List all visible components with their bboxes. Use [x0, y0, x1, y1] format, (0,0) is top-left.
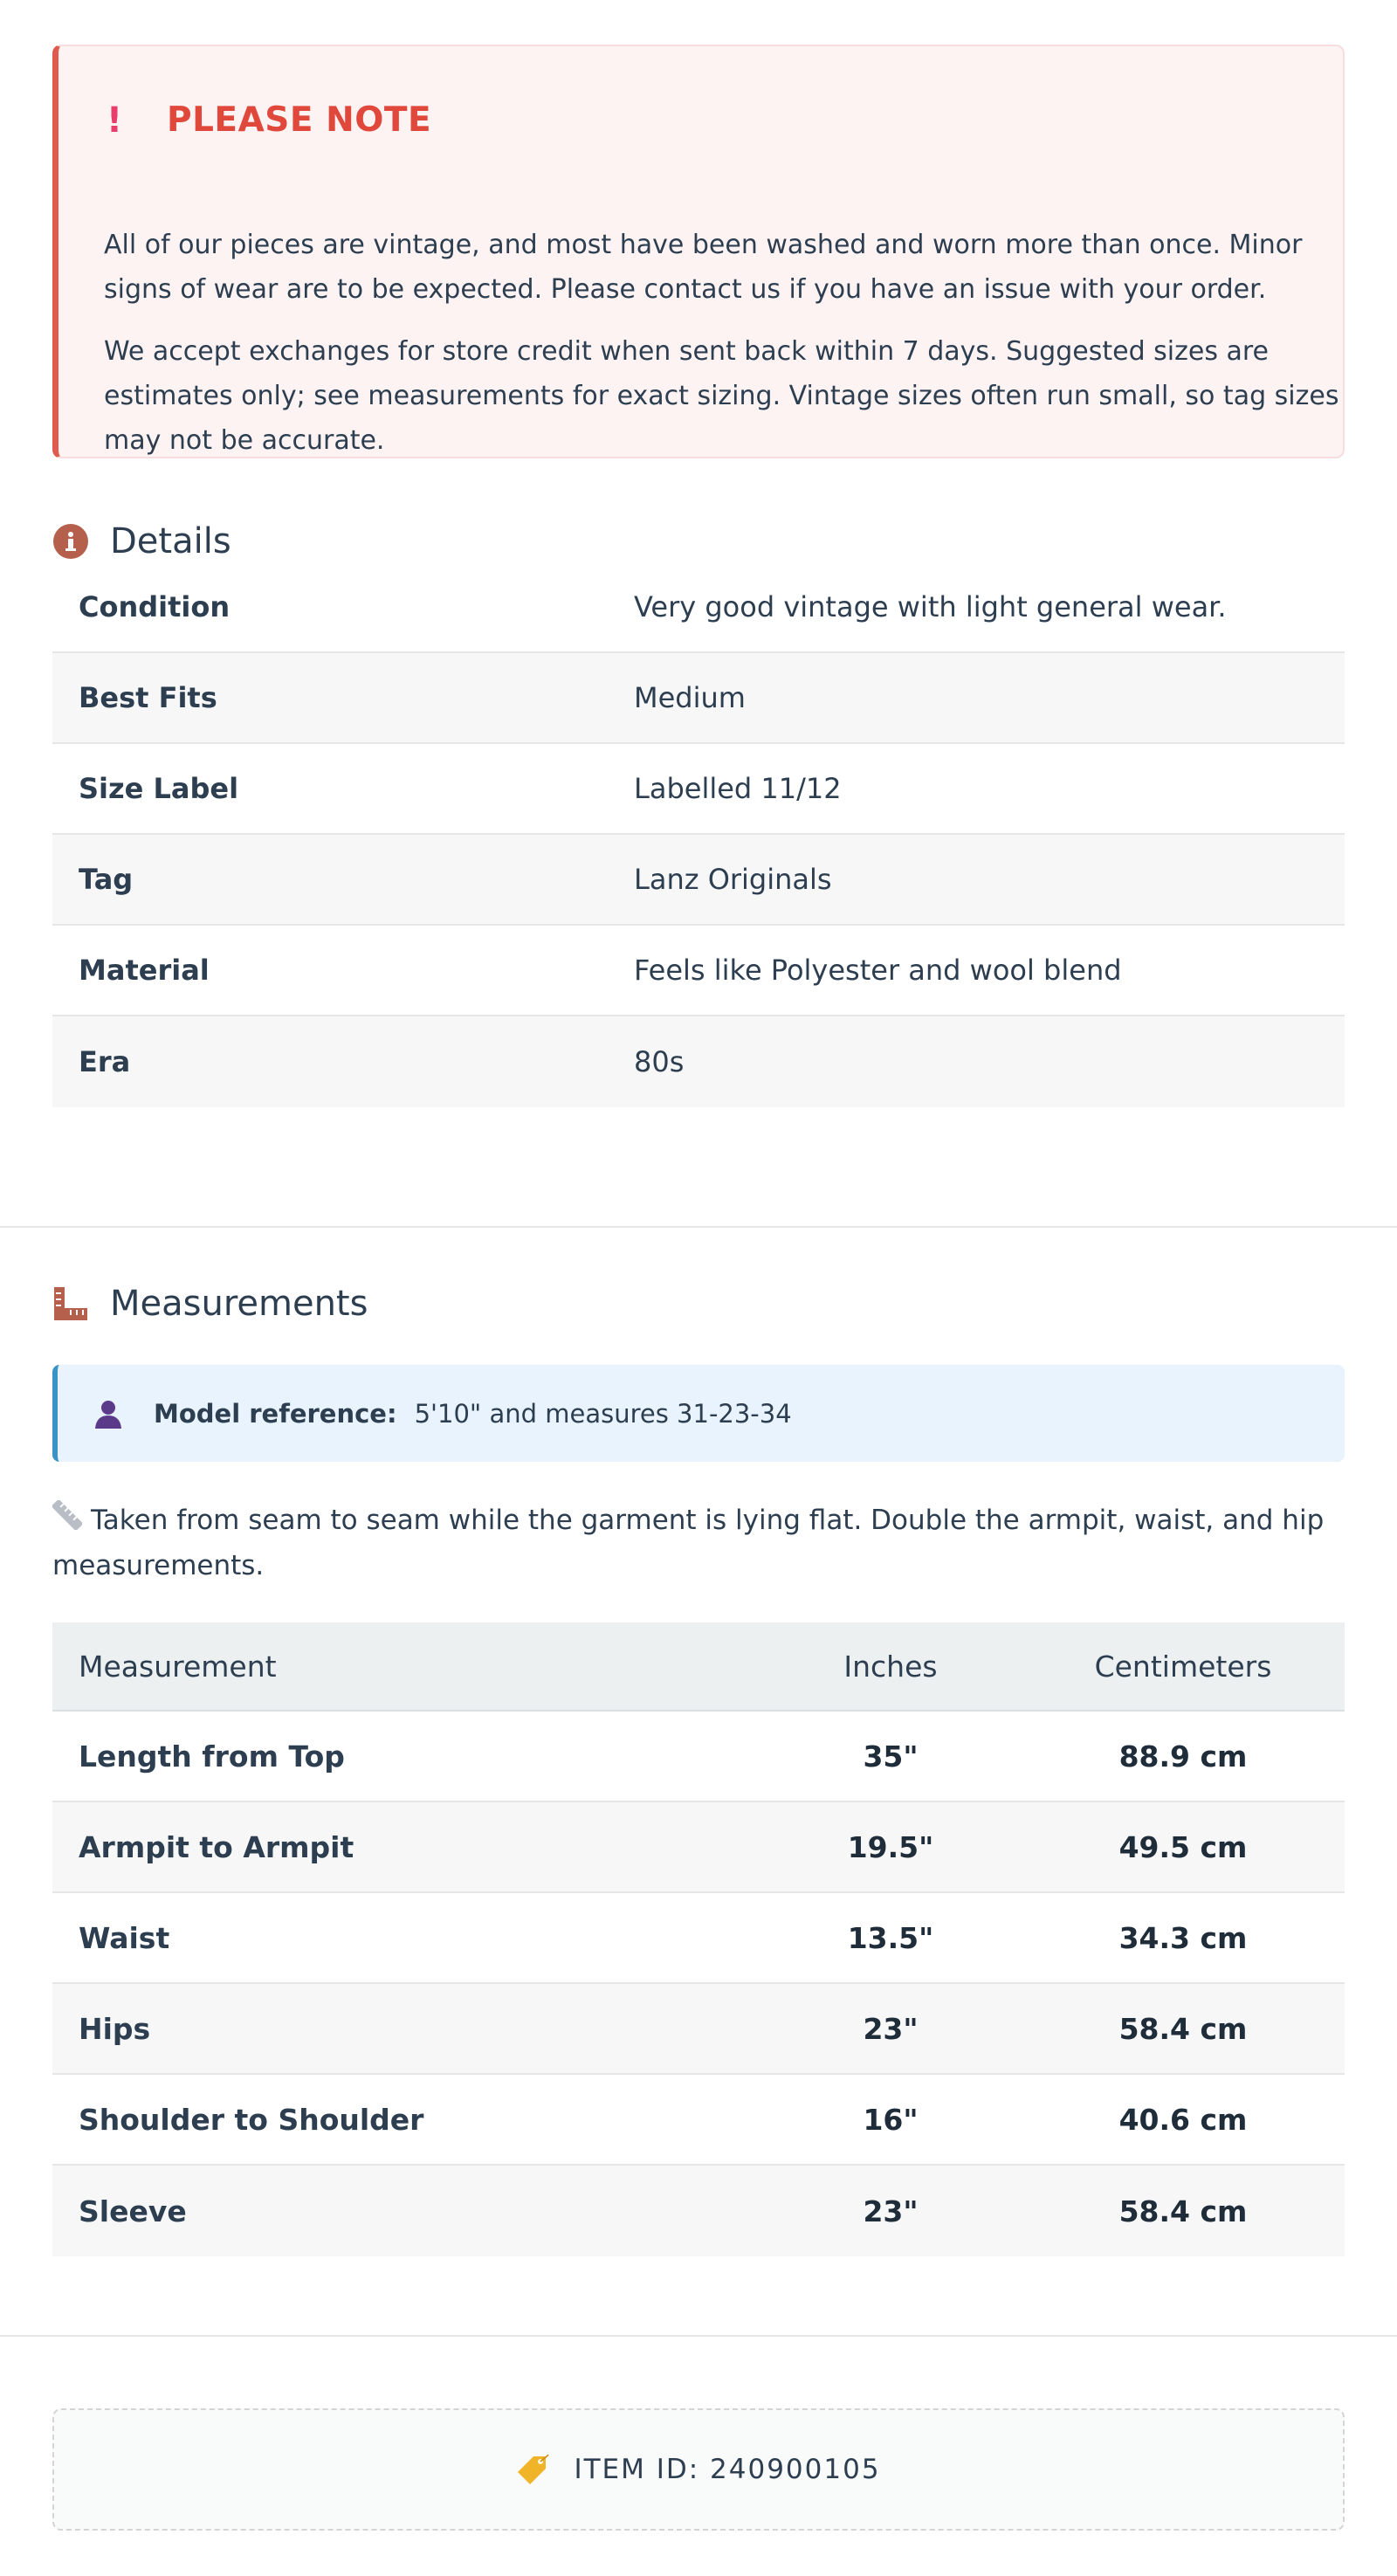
- measurement-inches: 16": [863, 2102, 919, 2137]
- details-row: [52, 653, 1345, 744]
- details-value: Labelled 11/12: [634, 772, 842, 805]
- details-row: [52, 562, 1345, 653]
- measurement-cm: 40.6 cm: [1118, 2102, 1248, 2137]
- column-header-centimeters: Centimeters: [1094, 1649, 1272, 1684]
- table-row: [52, 1893, 1345, 1984]
- details-title: Details: [110, 521, 231, 561]
- details-row: [52, 1016, 1345, 1107]
- measurement-name: Hips: [79, 2011, 151, 2046]
- measurement-note-text: Taken from seam to seam while the garment is lying flat. Double the armpit, waist, and hip measurements.: [52, 1505, 1325, 1581]
- details-label: Condition: [79, 590, 231, 623]
- notice-paragraph-1: All of our pieces are vintage, and most have been washed and worn more than once. Minor signs of wear are to be expected. Please contact us if you have an issue with your order.: [104, 230, 1303, 305]
- details-row: [52, 835, 1345, 926]
- details-label: Best Fits: [79, 681, 217, 714]
- details-label: Size Label: [79, 772, 239, 805]
- measurement-inches: 19.5": [847, 1829, 934, 1864]
- measurements-table-header: [52, 1622, 1345, 1712]
- measurement-cm: 58.4 cm: [1118, 2194, 1248, 2228]
- model-reference: [52, 1365, 1345, 1462]
- table-row: [52, 1802, 1345, 1893]
- section-divider: [0, 2335, 1397, 2337]
- details-row: [52, 744, 1345, 835]
- details-value: 80s: [634, 1045, 685, 1078]
- measurement-inches: 23": [863, 2011, 919, 2046]
- person-icon: [93, 1398, 124, 1429]
- notice-title: PLEASE NOTE: [167, 100, 432, 140]
- measurement-name: Shoulder to Shoulder: [79, 2102, 424, 2137]
- ruler-icon: [52, 1285, 89, 1322]
- measurement-inches: 23": [863, 2194, 919, 2228]
- item-id-text: ITEM ID: 240900105: [574, 2454, 881, 2485]
- item-id-box: [52, 2408, 1345, 2531]
- measurements-table: [52, 1622, 1345, 2256]
- details-value: Feels like Polyester and wool blend: [634, 954, 1122, 987]
- details-label: Tag: [79, 863, 134, 896]
- details-value: Lanz Originals: [634, 863, 832, 896]
- measurement-name: Length from Top: [79, 1739, 345, 1774]
- column-header-measurement: Measurement: [79, 1649, 277, 1684]
- measurement-inches: 13.5": [847, 1920, 934, 1955]
- details-label: Material: [79, 954, 210, 987]
- table-row: [52, 2166, 1345, 2256]
- notice-header: [104, 100, 431, 140]
- column-header-inches: Inches: [843, 1649, 938, 1684]
- tag-icon: [516, 2453, 549, 2486]
- measurement-name: Waist: [79, 1920, 170, 1955]
- measurement-name: Sleeve: [79, 2194, 187, 2228]
- measurement-cm: 58.4 cm: [1118, 2011, 1248, 2046]
- measurements-header: [52, 1284, 368, 1324]
- measurement-inches: 35": [863, 1739, 919, 1774]
- measurement-note: [52, 1498, 1345, 1588]
- table-row: [52, 1984, 1345, 2075]
- measurement-cm: 88.9 cm: [1118, 1739, 1248, 1774]
- details-value: Very good vintage with light general wear.: [634, 590, 1227, 623]
- info-icon: [52, 523, 89, 560]
- measurement-cm: 49.5 cm: [1118, 1829, 1248, 1864]
- details-row: [52, 926, 1345, 1016]
- model-reference-label: Model reference:: [154, 1398, 397, 1429]
- notice-box: [52, 45, 1345, 458]
- notice-paragraph-2: We accept exchanges for store credit when sent back within 7 days. Suggested sizes are estimates only; see measurements for exact sizing. Vintage sizes often run small, so tag sizes may not be accurate.: [104, 336, 1339, 456]
- straight-ruler-icon: [52, 1499, 82, 1544]
- details-table: [52, 562, 1345, 1107]
- section-divider: [0, 1226, 1397, 1228]
- measurement-cm: 34.3 cm: [1118, 1920, 1248, 1955]
- model-reference-value: 5'10" and measures 31-23-34: [414, 1398, 792, 1429]
- table-row: [52, 1712, 1345, 1802]
- details-label: Era: [79, 1045, 131, 1078]
- details-header: [52, 521, 231, 561]
- exclamation-icon: !: [106, 100, 123, 141]
- table-row: [52, 2075, 1345, 2166]
- details-value: Medium: [634, 681, 746, 714]
- measurement-name: Armpit to Armpit: [79, 1829, 354, 1864]
- measurements-title: Measurements: [110, 1284, 368, 1324]
